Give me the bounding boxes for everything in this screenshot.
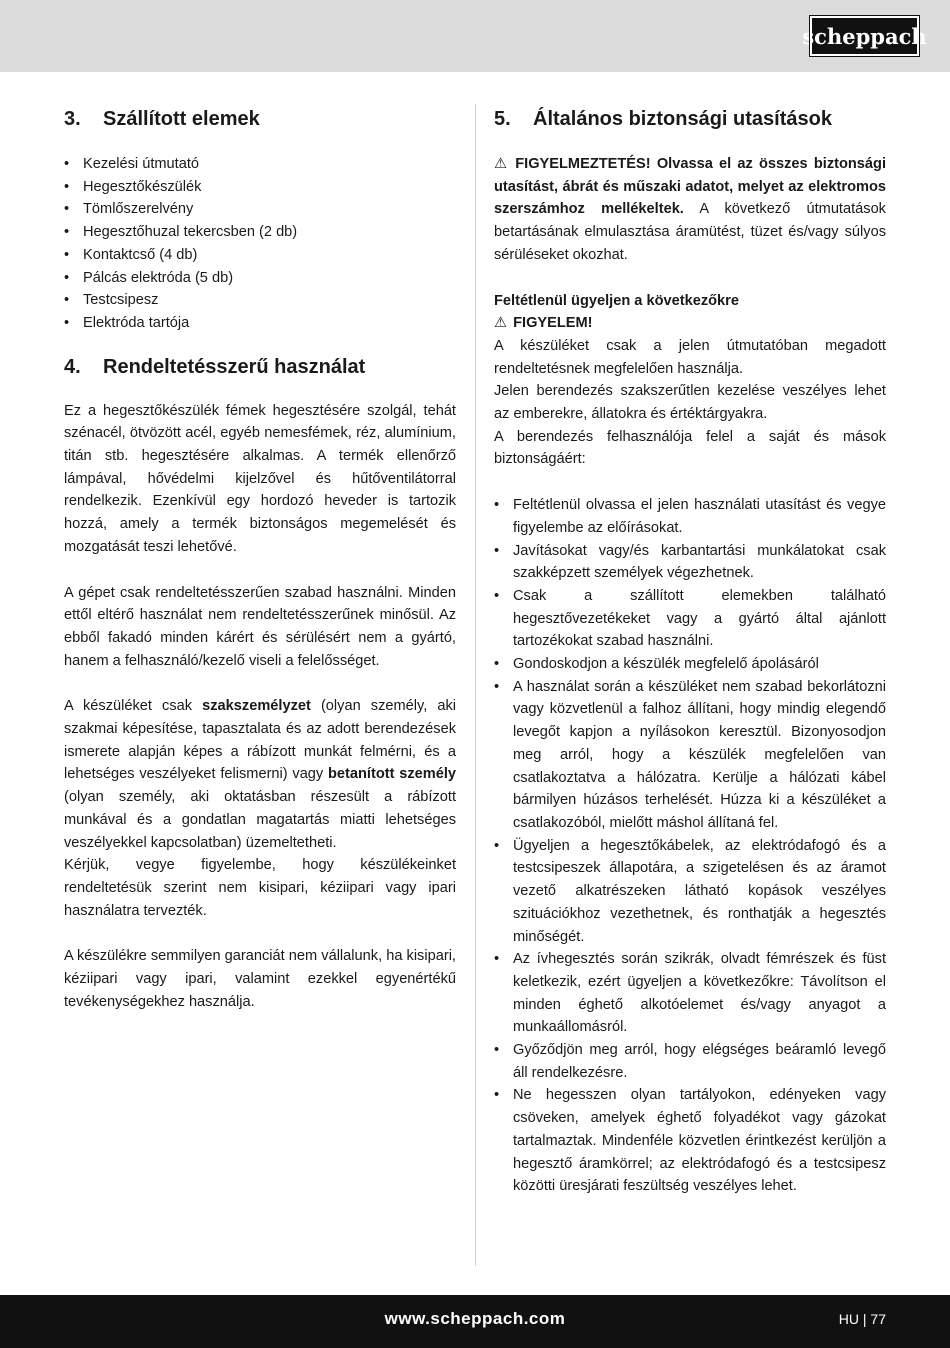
list-item: • Feltétlenül olvassa el jelen használati utasítást és vegye figyelembe az előírásokat.: [494, 494, 886, 539]
intended-use-paragraph: Ez a hegesztőkészülék fémek hegesztésére szolgál, tehát szénacél, ötvözött acél, egyéb nemesfémek, réz, alumínium, titán stb. hegesztésére alkalmas. A termék ellenőrző lámpával, hővédelmi kijelzővel és hűtőventilátorral rendelkezik. Ezenkívül egy hordozó heveder is tartozik hozzá, amely a termék biztonságos megemelését és mozgatását teszi lehetővé.: [64, 402, 456, 555]
delivery-list: [64, 153, 456, 335]
operator-paragraph: [64, 695, 456, 854]
list-item: • Csak a szállított elemekben található hegesztővezetékeket vagy a gyártó által ajánlott tartozékokat szabad használni.: [494, 585, 886, 653]
section-5-heading: [494, 106, 886, 132]
caution-paragraph-3: A berendezés felhasználója felel a saját és mások biztonságáért:: [494, 428, 886, 468]
section-3-heading: [64, 106, 456, 132]
warranty-paragraph: A készülékre semmilyen garanciát nem vállalunk, ha kisipari, kéziipari vagy ipari, valamint ezekkel egyenértékű tevékenységekhez használja.: [64, 948, 456, 1010]
list-item: • Elektróda tartója: [64, 312, 456, 335]
brand-logo: scheppach: [810, 16, 919, 56]
website-link[interactable]: www.scheppach.com: [384, 1309, 566, 1328]
list-item: • Hegesztőhuzal tekercsben (2 db): [64, 221, 456, 244]
list-item: • Gondoskodjon a készülék megfelelő ápolásáról: [494, 653, 886, 676]
warning-paragraph: [494, 153, 886, 267]
section-4-title: Rendeltetésszerű használat: [103, 355, 366, 378]
section-3-title: Szállított elemek: [103, 108, 260, 130]
text-span: (olyan személy, aki oktatásban részesült a rábízott munkával és a gondatlan magatartás miatti lehetséges veszélyekkel kapcsolatban) üzemeltetheti.: [64, 789, 456, 851]
section-3-number: 3.: [64, 108, 81, 130]
caution-paragraph-2: Jelen berendezés szakszerűtlen kezelése veszélyes lehet az emberekre, állatokra és értéktárgyakra.: [494, 383, 886, 423]
list-item: • Kezelési útmutató: [64, 153, 456, 176]
text-span: A készüléket csak: [64, 698, 203, 715]
header-bar: [0, 0, 950, 72]
warning-triangle-icon: ⚠: [494, 156, 510, 172]
list-item: • Testcsipesz: [64, 289, 456, 312]
list-item: • Az ívhegesztés során szikrák, olvadt fémrészek és füst keletkezik, ezért ügyeljen a következőkre: Távolítson el minden éghető alkotóelemet és/vagy anyagot a munkaállomásról.: [494, 948, 886, 1039]
list-item: • A használat során a készüléket nem szabad bekorlátozni vagy közvetlenül a falhoz állítani, hogy mindig elegendő levegőt kapjon a nyílásokon keresztül. Bizonyosodjon meg arról, hogy a készülék megfelelően van csatlakoztatva a hálózatra. Kerülje a hálózati kábel bármilyen húzásos terhelését. Húzza ki a készüléket a csatlakozóból, mielőtt máshol állítaná fel.: [494, 676, 886, 835]
caution-label: FIGYELEM!: [513, 315, 593, 332]
caution-paragraph-1: A készüléket csak a jelen útmutatóban megadott rendeltetésnek megfelelően használja.: [494, 337, 886, 377]
list-item: • Ügyeljen a hegesztőkábelek, az elektródafogó és a testcsipeszek állapotára, a szigetelésen és az áramot vezető alkatrészeken látható kopások veszélyes szituációkhoz vezethetnek, és ronthatják a hegesztés minőségét.: [494, 835, 886, 949]
warning-bold-text: FIGYELMEZTETÉS! Olvassa el az összes biztonsági utasítást, ábrát és műszaki adatot, melyet az elektromos szerszámhoz mellékeltek.: [494, 156, 887, 218]
list-item: • Pálcás elektróda (5 db): [64, 267, 456, 290]
bold-term-trained: betanított személy: [327, 766, 456, 783]
usage-restriction-paragraph: A gépet csak rendeltetésszerűen szabad használni. Minden ettől eltérő használat nem rendeltetésszerűnek minősül. Az ebből fakadó minden kárért és sérülésért nem a gyártó, hanem a felhasználó/kezelő viseli a felelősséget.: [64, 584, 456, 669]
section-4-heading: [64, 354, 456, 380]
right-column: [494, 106, 886, 1198]
list-item: • Hegesztőkészülék: [64, 176, 456, 199]
footer-bar: [0, 1295, 950, 1348]
text-span: (olyan személy, aki szakmai képesítése, tapasztalata és az adott berendezések ismerete alapján képes a rábízott munkát felmérni, és a lehetséges veszélyeket felismerni) vagy: [64, 698, 456, 783]
list-item: • Kontaktcső (4 db): [64, 244, 456, 267]
section-5-title: Általános biztonsági utasítások: [533, 108, 832, 130]
non-commercial-paragraph: Kérjük, vegye figyelembe, hogy készülékeinket rendeltetésük szerint nem kisipari, kéziipari vagy ipari használatra tervezték.: [64, 857, 456, 919]
list-item: • Tömlőszerelvény: [64, 198, 456, 221]
caution-label-line: [494, 312, 886, 335]
list-item: • Ne hegesszen olyan tartályokon, edényeken vagy csöveken, amelyek éghető folyadékot vagy gázokat tartalmaztak. Mindenféle közvetlen érintkezést kerüljön a hegesztő áramkörrel; az elektródafogó és a testcsipesz közötti üresjárati feszültség veszélyes lehet.: [494, 1084, 886, 1198]
bold-term-qualified: szakszemélyzet: [202, 698, 311, 715]
caution-triangle-icon: ⚠: [494, 315, 508, 332]
section-5-number: 5.: [494, 108, 511, 130]
warning-text: A következő útmutatások betartásának elmulasztása áramütést, tüzet és/vagy súlyos sérüléseket okozhat.: [494, 201, 886, 263]
safety-list: [494, 494, 886, 1198]
left-column: [64, 106, 456, 1014]
section-4-number: 4.: [64, 355, 81, 378]
column-divider: [475, 104, 476, 1266]
page-number: HU | 77: [838, 1311, 886, 1327]
list-item: • Javításokat vagy/és karbantartási munkálatokat csak szakképzett személyek végezhetnek.: [494, 540, 886, 585]
notice-heading: Feltétlenül ügyeljen a következőkre: [494, 292, 739, 309]
list-item: • Győződjön meg arról, hogy elégséges beáramló levegő áll rendelkezésre.: [494, 1039, 886, 1084]
